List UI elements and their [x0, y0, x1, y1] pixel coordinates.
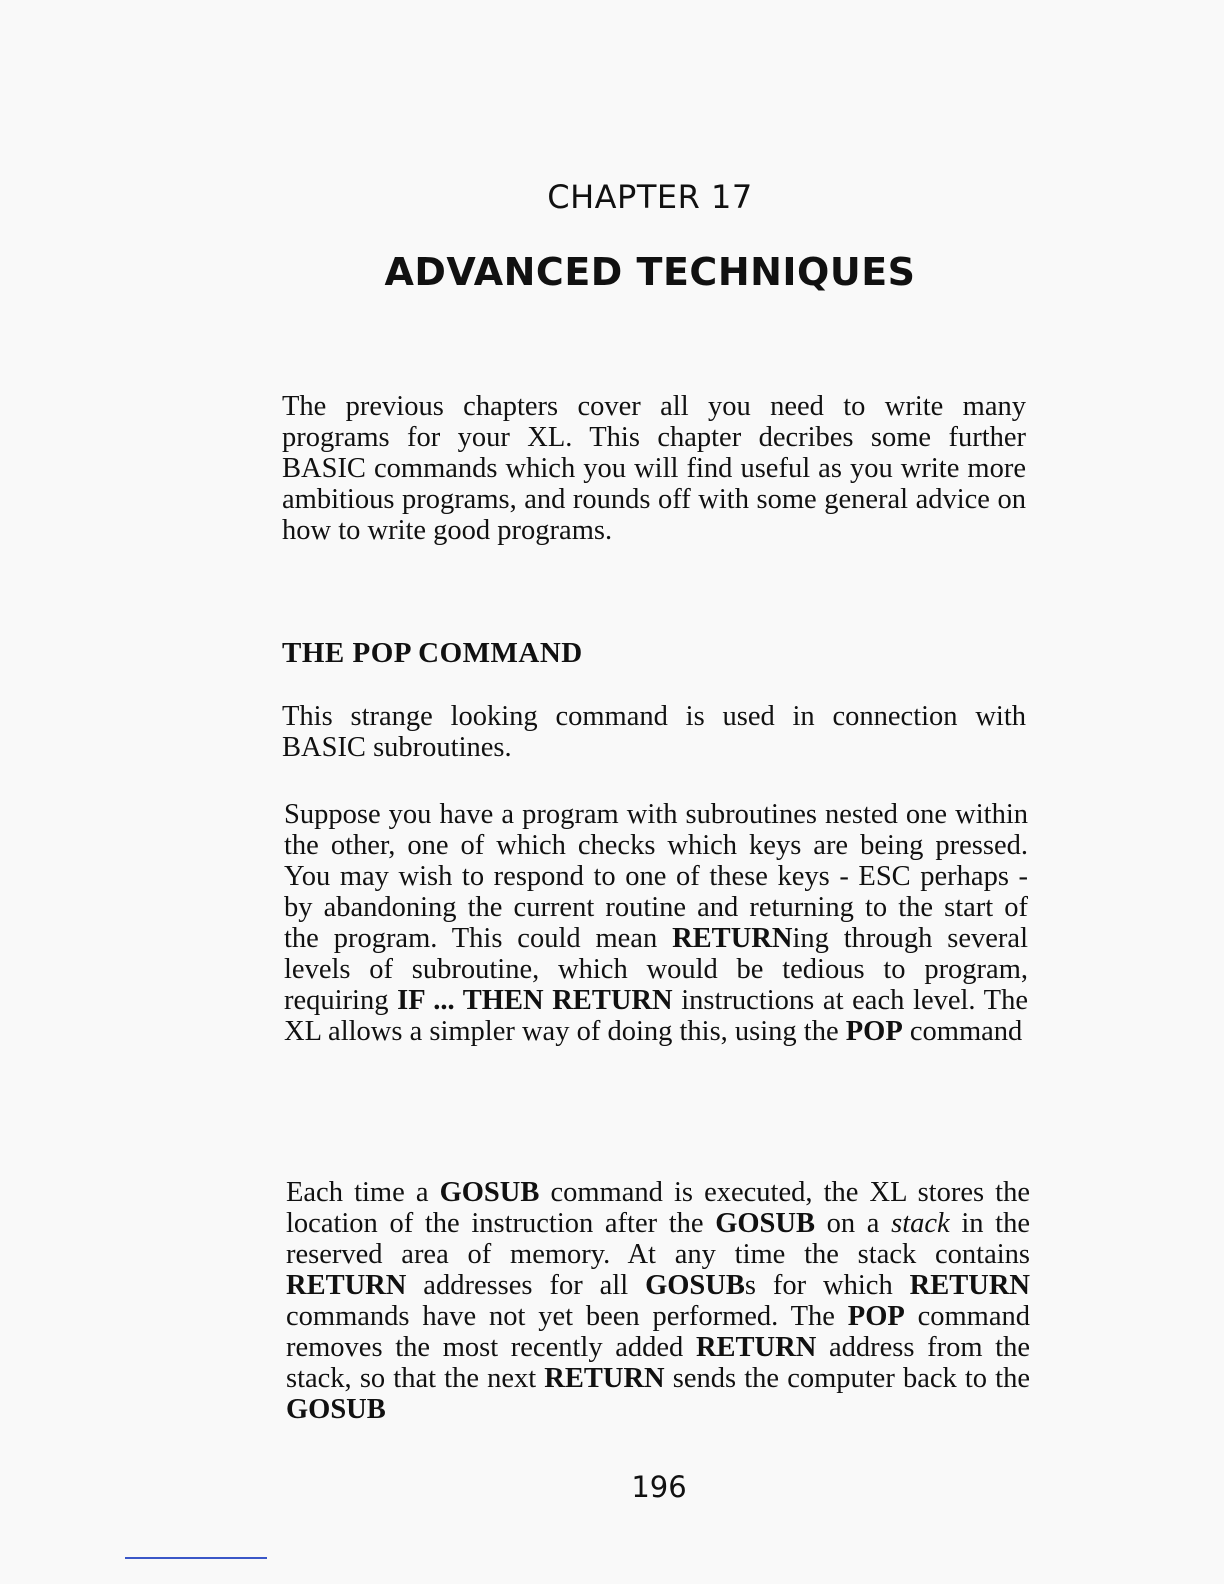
text-run: Each time a	[286, 1177, 440, 1208]
text-run: s for which	[744, 1270, 910, 1301]
keyword-gosub: GOSUB	[715, 1208, 815, 1239]
text-run: sends the computer back to the	[664, 1363, 1030, 1394]
keyword-gosub: GOSUB	[439, 1177, 540, 1208]
emphasis-stack: stack	[891, 1208, 950, 1239]
text-run: address from the stack, so that the next	[286, 1332, 1030, 1394]
keyword-pop: POP	[845, 1016, 903, 1047]
scan-artifact-line	[125, 1557, 267, 1559]
keyword-return: RETURN	[695, 1332, 817, 1363]
text-run: command removes the most recently added	[286, 1301, 1031, 1363]
text-run: commands have not yet been performed. The	[286, 1301, 848, 1332]
text-run: ing through several levels of subroutine, which would be tedious to program, requiring	[284, 923, 1028, 1016]
text-run: instructions at each level. The XL allows a simpler way of doing this, using the	[284, 985, 1028, 1047]
text-run: command	[902, 1016, 1023, 1047]
text-run: on a	[815, 1208, 892, 1239]
keyword-pop: POP	[847, 1301, 905, 1332]
keyword-return: RETURN	[544, 1363, 665, 1394]
pop-intro-paragraph: This strange looking command is used in connection with BASIC subroutines.	[282, 701, 1026, 763]
keyword-return: RETURN	[672, 923, 793, 954]
text-run: command is executed, the XL stores the location of the instruction after the	[286, 1177, 1030, 1239]
chapter-label: CHAPTER 17	[547, 178, 753, 216]
text-run: addresses for all	[406, 1270, 646, 1301]
pop-explanation-paragraph	[284, 799, 1028, 1047]
text-run: in the reserved area of memory. At any time the stack contains	[286, 1208, 1030, 1270]
page-number: 196	[631, 1470, 687, 1504]
keyword-return: RETURN	[286, 1270, 407, 1301]
section-heading: THE POP COMMAND	[282, 637, 583, 669]
keyword-return: RETURN	[909, 1270, 1030, 1301]
keyword-gosub: GOSUB	[286, 1394, 386, 1425]
intro-paragraph: The previous chapters cover all you need to write many programs for your XL. This chapter decribes some further BASIC commands which you will find useful as you write more ambitious programs, and rounds off with some general advice on how to write good programs.	[282, 391, 1026, 546]
text-run: Suppose you have a program with subroutines nested one within the other, one of which checks which keys are being pressed. You may wish to respond to one of these keys - ESC perhaps - by abandoning the current routine and returning to the start of the program. This could mean	[284, 799, 1028, 954]
keyword-gosub: GOSUB	[645, 1270, 745, 1301]
gosub-stack-paragraph	[286, 1177, 1030, 1425]
keyword-if-then-return: IF ... THEN RETURN	[397, 985, 673, 1016]
chapter-title: ADVANCED TECHNIQUES	[384, 250, 916, 294]
